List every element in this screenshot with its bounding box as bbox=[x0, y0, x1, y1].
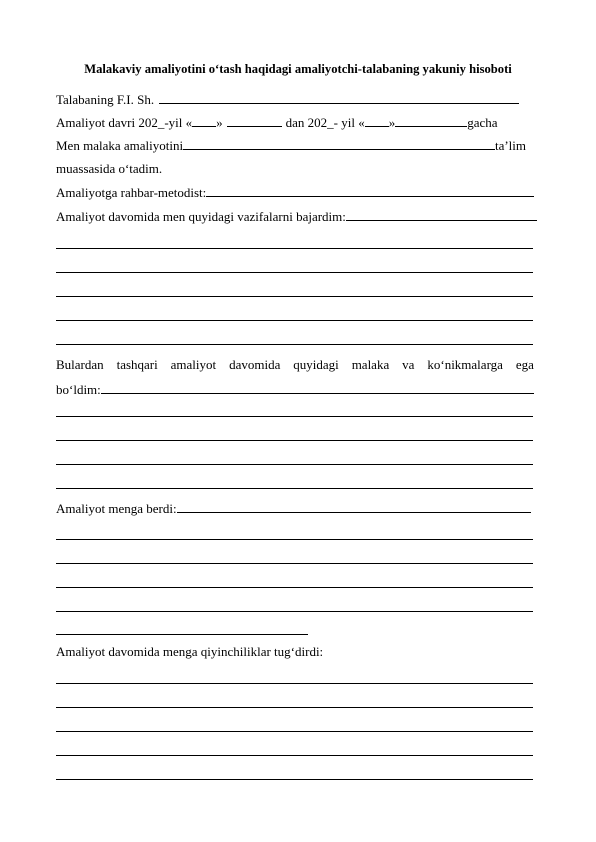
tasks-line[interactable] bbox=[56, 320, 533, 321]
difficulties-line[interactable] bbox=[56, 755, 533, 756]
difficulties-line[interactable] bbox=[56, 731, 533, 732]
skills-word: ko‘nikmalarga bbox=[427, 357, 503, 372]
skills-word: amaliyot bbox=[170, 357, 217, 372]
skills-word: malaka bbox=[351, 357, 390, 372]
supervisor-field[interactable] bbox=[206, 184, 534, 197]
skills-row bbox=[56, 357, 534, 373]
skills-row-2 bbox=[56, 381, 534, 398]
institution-suffix: ta’lim bbox=[494, 138, 526, 153]
gave-line-short[interactable] bbox=[56, 634, 308, 635]
gave-field[interactable] bbox=[177, 500, 531, 513]
skills-line[interactable] bbox=[56, 464, 533, 465]
period-end-month-field[interactable] bbox=[395, 114, 467, 127]
skills-word: quyidagi bbox=[293, 357, 339, 372]
gave-line[interactable] bbox=[56, 587, 533, 588]
period-row bbox=[56, 114, 534, 131]
supervisor-label: Amaliyotga rahbar-metodist: bbox=[56, 185, 207, 200]
institution-prefix: Men malaka amaliyotini bbox=[56, 138, 184, 153]
period-prefix: Amaliyot davri 202_-yil « bbox=[56, 115, 193, 130]
period-end-day-field[interactable] bbox=[365, 114, 389, 127]
skills-word: Bulardan bbox=[56, 357, 104, 372]
institution-row bbox=[56, 137, 526, 154]
student-name-field[interactable] bbox=[159, 91, 519, 104]
skills-word: va bbox=[402, 357, 415, 372]
gave-line[interactable] bbox=[56, 563, 533, 564]
tasks-line[interactable] bbox=[56, 296, 533, 297]
tasks-row bbox=[56, 208, 537, 225]
skills-line[interactable] bbox=[56, 416, 533, 417]
tasks-line[interactable] bbox=[56, 272, 533, 273]
tasks-line[interactable] bbox=[56, 248, 533, 249]
supervisor-row bbox=[56, 184, 534, 201]
skills-word: davomida bbox=[229, 357, 281, 372]
student-name-label: Talabaning F.I. Sh. bbox=[56, 92, 155, 107]
difficulties-line[interactable] bbox=[56, 683, 533, 684]
difficulties-line[interactable] bbox=[56, 707, 533, 708]
period-dan: dan 202_- yil « bbox=[285, 115, 365, 130]
skills-line[interactable] bbox=[56, 488, 533, 489]
skills-line[interactable] bbox=[56, 440, 533, 441]
skills-word: tashqari bbox=[116, 357, 158, 372]
difficulties-line[interactable] bbox=[56, 779, 533, 780]
student-name-row bbox=[56, 91, 534, 108]
gave-line[interactable] bbox=[56, 611, 533, 612]
period-start-month-field[interactable] bbox=[227, 114, 282, 127]
gave-row bbox=[56, 500, 531, 517]
gave-line[interactable] bbox=[56, 539, 533, 540]
period-close-2: » bbox=[388, 115, 396, 130]
difficulties-label: Amaliyot davomida menga qiyinchiliklar tug‘dirdi: bbox=[56, 644, 324, 659]
institution-field[interactable] bbox=[183, 137, 495, 150]
skills-line2: bo‘ldim: bbox=[56, 382, 101, 397]
period-close-1: » bbox=[216, 115, 223, 130]
gave-label: Amaliyot menga berdi: bbox=[56, 501, 177, 516]
period-gacha: gacha bbox=[467, 115, 498, 130]
institution-row-2 bbox=[56, 161, 534, 177]
report-title: Malakaviy amaliyotini o‘tash haqidagi amaliyotchi-talabaning yakuniy hisoboti bbox=[84, 62, 512, 76]
skills-field[interactable] bbox=[101, 381, 534, 394]
difficulties-row bbox=[56, 644, 534, 660]
tasks-line[interactable] bbox=[56, 344, 533, 345]
skills-word: ega bbox=[515, 357, 534, 372]
tasks-label: Amaliyot davomida men quyidagi vazifalarni bajardim: bbox=[56, 209, 346, 224]
period-start-day-field[interactable] bbox=[192, 114, 216, 127]
institution-line2: muassasida o‘tadim. bbox=[56, 161, 163, 176]
tasks-field[interactable] bbox=[346, 208, 537, 221]
